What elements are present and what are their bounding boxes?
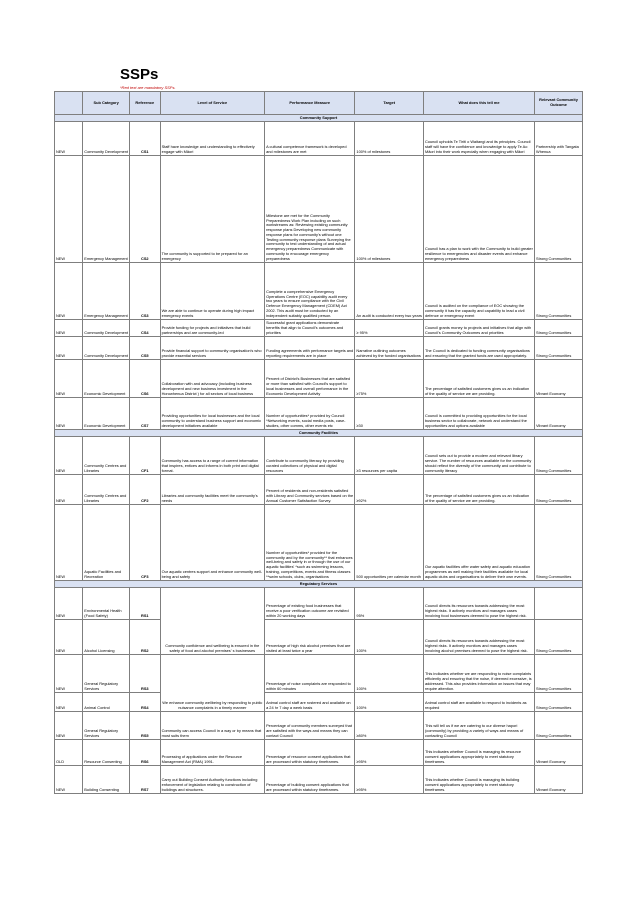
row-sub-category: Community Development — [83, 337, 130, 360]
section-community-facilities: Community Facilities — [55, 430, 583, 437]
row-what-does-this-tell-me: This will tell us if we are catering to our diverse hapori (community) by providing a variety of ways and means of contacting Council — [423, 712, 534, 740]
row-target: Narrative outlining outcomes achieved by the funded organisations — [355, 337, 424, 360]
header-status — [55, 92, 83, 115]
row-performance-measure: Number of opportunities* provided for the community and by the community** that enhances well-being and safety in or through the use of our aquatic facilities' *such as swimming lessons, training, competitions, events and fitness classes **swim schools, clubs, organisations — [265, 505, 355, 581]
row-outcome: Vibrant Economy — [535, 360, 583, 398]
table-row — [55, 712, 583, 740]
row-what-does-this-tell-me: This indicates whether Council is managing its building consent applications appropriately to meet statutory timeframes. — [423, 766, 534, 794]
row-what-does-this-tell-me: The percentage of satisfied customers gives us an indication of the quality of service we are providing. — [423, 360, 534, 398]
row-level-of-service: Our aquatic centres support and enhance community well-being and safety — [160, 505, 265, 581]
table-row — [55, 740, 583, 766]
row-outcome: Strong Communities — [535, 337, 583, 360]
row-sub-category: Economic Development — [83, 398, 130, 430]
row-performance-measure: Percentage of high risk alcohol premises that are visited at least twice a year — [265, 620, 355, 655]
row-reference: CF3 — [130, 505, 160, 581]
row-what-does-this-tell-me: Council directs its resources towards addressing the most highest risks. It actively monitors and manages cases involving alcohol premises deemed to pose the highest risk. — [423, 620, 534, 655]
row-reference: RS3 — [130, 655, 160, 693]
row-status: NEW — [55, 655, 83, 693]
row-outcome: Strong Communities — [535, 320, 583, 337]
table-row — [55, 766, 583, 794]
row-outcome: Partnership with Tangata Whenua — [535, 122, 583, 156]
row-outcome: Strong Communities — [535, 712, 583, 740]
row-target: ≥92% — [355, 475, 424, 505]
header-sub-category: Sub Category — [83, 92, 130, 115]
table-row — [55, 398, 583, 430]
table-row — [55, 337, 583, 360]
row-reference: RS1 — [130, 588, 160, 620]
row-reference: CS4 — [130, 320, 160, 337]
row-sub-category: Alcohol Licensing — [83, 620, 130, 655]
row-performance-measure: Percent of residents and non-residents satisfied with Library and Community services based on the Annual Customer Satisfaction Survey. — [265, 475, 355, 505]
table-row — [55, 475, 583, 505]
row-performance-measure: Milestone are met for the Community Preparedness Work Plan including on such workstreams as: Reviewing existing community response plans Developing new community response plans for community's without one Testing community response plans Surveying the community to test understanding of and actual emergency preparedness Communicate with community to encourage emergency preparedness — [265, 156, 355, 263]
row-level-of-service: We enhance community wellbeing by responding to public nuisance complaints in a timely manner — [160, 655, 265, 712]
row-what-does-this-tell-me: The Council is dedicated to funding community organisations and ensuring that the granted funds are used appropriately. — [423, 337, 534, 360]
row-status: NEW — [55, 620, 83, 655]
row-reference: CS7 — [130, 398, 160, 430]
row-reference: CF2 — [130, 475, 160, 505]
row-sub-category: Environmental Health (Food Safety) — [83, 588, 130, 620]
row-status: NEW — [55, 766, 83, 794]
row-status: NEW — [55, 337, 83, 360]
row-target: ≥75% — [355, 360, 424, 398]
table-row — [55, 122, 583, 156]
row-target: ≥80% — [355, 712, 424, 740]
row-what-does-this-tell-me: Council has a plan to work with the Community to build greater resilience to emergencies and disaster events and enhance emergency preparedness — [423, 156, 534, 263]
row-target: ≥3 resources per capita — [355, 437, 424, 475]
row-performance-measure: Contribute to community literacy by providing curated collections of physical and digital resources — [265, 437, 355, 475]
row-reference: RS7 — [130, 766, 160, 794]
row-level-of-service: Community can access Council in a way or by means that most suits them — [160, 712, 265, 740]
row-reference: CS5 — [130, 337, 160, 360]
row-what-does-this-tell-me: Council is audited on the compliance of EOC showing the community it has the capacity and capability to lead a civil defence or emergency event — [423, 263, 534, 320]
row-sub-category: Community Development — [83, 320, 130, 337]
row-what-does-this-tell-me: This indicates whether Council is managing its resource consent applications appropriately to meet statutory timeframes. — [423, 740, 534, 766]
row-sub-category: General Regulatory Services — [83, 655, 130, 693]
table-row — [55, 156, 583, 263]
row-target: 100% — [355, 655, 424, 693]
row-target: 100% of milestones — [355, 122, 424, 156]
table-row — [55, 437, 583, 475]
row-sub-category: Emergency Management — [83, 263, 130, 320]
mandatory-note: *Red text are mandatory SSPs. — [120, 85, 176, 90]
row-what-does-this-tell-me: Animal control staff are available to respond to incidents as required — [423, 693, 534, 712]
row-target: 500 opportunities per calendar month — [355, 505, 424, 581]
row-performance-measure: Funding agreements with performance targets and reporting requirements are in place — [265, 337, 355, 360]
row-what-does-this-tell-me: This indicates whether we are responding to noise complaints efficiently and ensuring that the noise, if deemed excessive, is addressed. This also provides information on issues that may require attention. — [423, 655, 534, 693]
header-what-does-this-tell-me: What does this tell me — [423, 92, 534, 115]
row-performance-measure: Percentage of resource consent applications that are processed within statutory timeframes. — [265, 740, 355, 766]
row-outcome: Strong Communities — [535, 475, 583, 505]
row-outcome: Vibrant Economy — [535, 766, 583, 794]
header-relevant-community-outcome: Relevant Community Outcome — [535, 92, 583, 115]
row-status: NEW — [55, 712, 83, 740]
row-target: ≥ 95% — [355, 320, 424, 337]
row-performance-measure: Percentage of existing food businesses that receive a poor verification outcome are revisited within 20 working days — [265, 588, 355, 620]
row-sub-category: Building Consenting — [83, 766, 130, 794]
row-target: 100% of milestones — [355, 156, 424, 263]
row-status: NEW — [55, 320, 83, 337]
row-level-of-service: Collaboration with and advocacy (including business development and new business investment in the Horowhenua District ) for all sectors of local business — [160, 360, 265, 398]
row-reference: RS4 — [130, 693, 160, 712]
row-status: NEW — [55, 588, 83, 620]
row-reference: CF1 — [130, 437, 160, 475]
row-level-of-service: Provide financial support to community organisation's who provide essential services — [160, 337, 265, 360]
row-reference: RS5 — [130, 712, 160, 740]
row-what-does-this-tell-me: Our aquatic facilities offer water safety and aquatic education programmes as well making their facilities available for local aquatic clubs and organisations to deliver their own events. — [423, 505, 534, 581]
row-what-does-this-tell-me: Council directs its resources towards addressing the most highest risks. It actively monitors and manages cases involving food businesses deemed to pose the highest risk. — [423, 588, 534, 620]
row-sub-category: Economic Development — [83, 360, 130, 398]
row-target: ≥95% — [355, 766, 424, 794]
row-status: NEW — [55, 360, 83, 398]
row-what-does-this-tell-me: Council is committed to providing opportunities for the local business sector to collaborate, network and understand the opportunities and options available — [423, 398, 534, 430]
table-row — [55, 693, 583, 712]
row-what-does-this-tell-me: Council sets out to provide a modern and relevant library service. The number of resources available for the community should reflect the diversity of the community and contribute to community literacy — [423, 437, 534, 475]
section-community-support: Community Support — [55, 115, 583, 122]
table-row — [55, 620, 583, 655]
page-title: SSPs — [120, 66, 159, 83]
row-reference: CS2 — [130, 156, 160, 263]
row-what-does-this-tell-me: Council grants money to projects and initiatives that align with Council's Community Outcomes and priorities — [423, 320, 534, 337]
row-reference: CS1 — [130, 122, 160, 156]
row-outcome: Strong Communities — [535, 156, 583, 263]
row-performance-measure: Percent of District's Businesses that are satisfied or more than satisfied with Council's support to local businesses and overall performance in the Economic Development Activity — [265, 360, 355, 398]
row-target: ≥95% — [355, 740, 424, 766]
row-status: NEW — [55, 263, 83, 320]
row-reference: CS6 — [130, 360, 160, 398]
row-sub-category: Community Centres and Libraries — [83, 437, 130, 475]
row-level-of-service: Staff have knowledge and understanding to effectively engage with Māori — [160, 122, 265, 156]
ssp-table — [54, 91, 583, 794]
row-sub-category: Aquatic Facilities and Recreation — [83, 505, 130, 581]
row-sub-category: Animal Control — [83, 693, 130, 712]
row-reference: RS6 — [130, 740, 160, 766]
row-status: NEW — [55, 475, 83, 505]
row-outcome: Strong Communities — [535, 655, 583, 693]
table-row — [55, 360, 583, 398]
row-outcome: Vibrant Economy — [535, 740, 583, 766]
row-target: An audit is conducted every two years — [355, 263, 424, 320]
row-sub-category: Resource Consenting — [83, 740, 130, 766]
header-level-of-service: Level of Service — [160, 92, 265, 115]
row-level-of-service: Processing of applications under the Resource Management Act (RMA) 1991. — [160, 740, 265, 766]
row-level-of-service: Providing opportunities for local businesses and the local community to understand business support and economic development initiatives available — [160, 398, 265, 430]
row-level-of-service: Community has access to a range of current information that inspires, entices and informs in both print and digital format. — [160, 437, 265, 475]
row-status: NEW — [55, 505, 83, 581]
row-performance-measure: Complete a comprehensive Emergency Operations Centre (EOC) capability audit every two years to ensure compliance with the Civil Defence Emergency Management (CDEM) Act 2002. This audit must be conducted by an independent suitably qualified person. — [265, 263, 355, 320]
table-row — [55, 655, 583, 693]
row-reference: RS2 — [130, 620, 160, 655]
row-target: 95% — [355, 588, 424, 620]
header-target: Target — [355, 92, 424, 115]
row-reference: CS3 — [130, 263, 160, 320]
row-outcome — [535, 588, 583, 620]
row-outcome: Strong Communities — [535, 263, 583, 320]
table-row — [55, 588, 583, 620]
row-status: NEW — [55, 437, 83, 475]
header-reference: Reference — [130, 92, 160, 115]
row-level-of-service: Carry out Building Consent Authority functions including enforcement of legislation relating to construction of buildings and structures. — [160, 766, 265, 794]
row-level-of-service: Provide funding for projects and initiatives that build partnerships and are community-led — [160, 320, 265, 337]
header-performance-measure: Performance Measure — [265, 92, 355, 115]
table-row — [55, 320, 583, 337]
table-row — [55, 263, 583, 320]
row-outcome: Strong Communities — [535, 505, 583, 581]
row-performance-measure: Successful grant applications demonstrate benefits that align to Council's outcomes and priorities — [265, 320, 355, 337]
row-status: NEW — [55, 693, 83, 712]
row-outcome: Vibrant Economy — [535, 398, 583, 430]
row-performance-measure: Percentage of building consent applications that are processed within statutory timeframes. — [265, 766, 355, 794]
row-performance-measure: Animal control staff are rostered and available on a 24 hr 7 day a week basis — [265, 693, 355, 712]
row-outcome: Strong Communities — [535, 620, 583, 655]
table-row — [55, 505, 583, 581]
row-sub-category: General Regulatory Services — [83, 712, 130, 740]
section-regulatory-services: Regulatory Services — [55, 581, 583, 588]
row-status: NEW — [55, 156, 83, 263]
row-what-does-this-tell-me: The percentage of satisfied customers gives us an indication of the quality of service we are providing. — [423, 475, 534, 505]
row-status: NEW — [55, 398, 83, 430]
row-target: 100% — [355, 620, 424, 655]
row-sub-category: Emergency Management — [83, 156, 130, 263]
row-what-does-this-tell-me: Council upholds Te Tiriti o Waitangi and its principles. Council staff will have the confidence and knowledge to apply Te Ao Māori into their work especially when engaging with Māori — [423, 122, 534, 156]
row-sub-category: Community Centres and Libraries — [83, 475, 130, 505]
row-outcome: Strong Communities — [535, 693, 583, 712]
header-row — [55, 92, 583, 115]
row-target: ≥30 — [355, 398, 424, 430]
row-level-of-service: We are able to continue to operate during high impact emergency events — [160, 263, 265, 320]
row-performance-measure: Percentage of community members surveyed that are satisfied with the ways and means they can contact Council — [265, 712, 355, 740]
row-performance-measure: Number of opportunities* provided by Council *Networking events, social media posts, case-studies, other comms, other events etc — [265, 398, 355, 430]
row-sub-category: Community Development — [83, 122, 130, 156]
row-level-of-service: Community confidence and wellbeing is ensured in the safety of food and alcohol premises' s businesses — [160, 588, 265, 655]
row-level-of-service: The community is supported to be prepared for an emergency — [160, 156, 265, 263]
row-performance-measure: A cultural competence framework is developed and milestones are met — [265, 122, 355, 156]
row-level-of-service: Libraries and community facilities meet the community's needs — [160, 475, 265, 505]
row-performance-measure: Percentage of noise complaints are responded to within 60 minutes — [265, 655, 355, 693]
row-outcome: Strong Communities — [535, 437, 583, 475]
row-target: 100% — [355, 693, 424, 712]
row-status: OLD — [55, 740, 83, 766]
row-status: NEW — [55, 122, 83, 156]
